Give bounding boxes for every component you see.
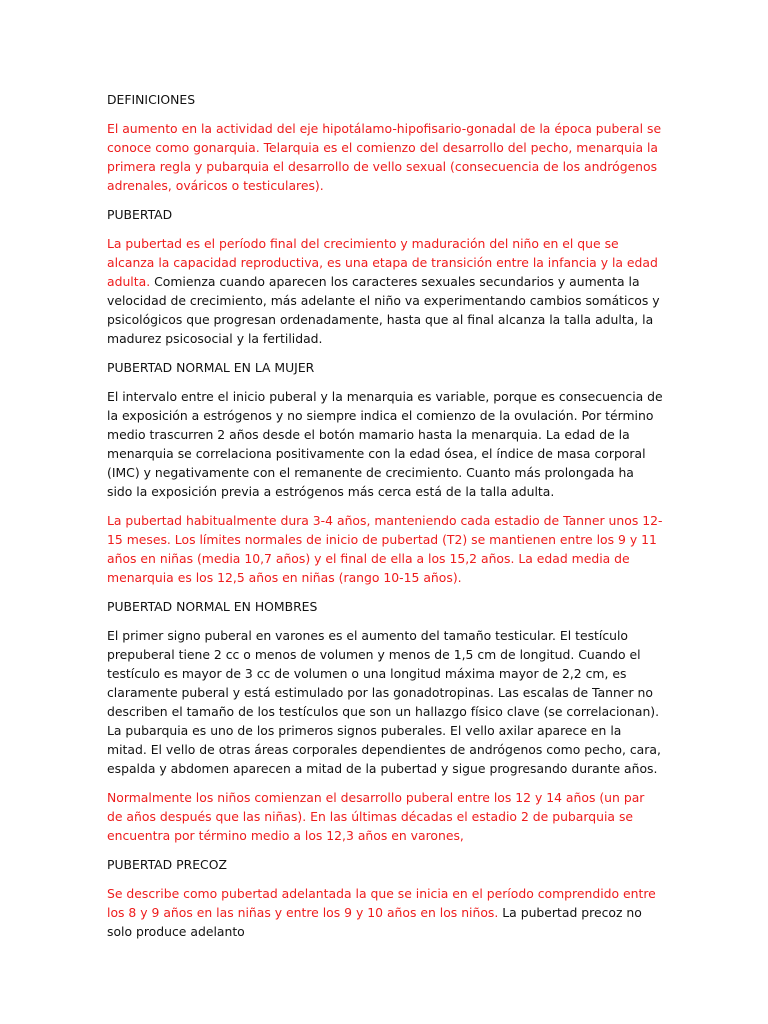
section-heading-pubertad-hombres: PUBERTAD NORMAL EN HOMBRES	[107, 599, 318, 614]
body-text: Comienza cuando aparecen los caracteres sexuales secundarios y aumenta la velocidad de crecimiento, más adelante el niño va experimentando cambios somáticos y psicológicos que progresan ordenadamente, hasta que al final alcanza la talla adulta, la madurez psicosocial y la fertilidad.	[107, 274, 660, 346]
paragraph-precoz	[107, 884, 663, 941]
highlighted-text: El aumento en la actividad del eje hipotálamo-hipofisario-gonadal de la época puberal se conoce como gonarquia. Telarquia es el comienzo del desarrollo del pecho, menarquia la primera regla y pubarquia el desarrollo de vello sexual (consecuencia de los andrógenos adrenales, ováricos o testiculares).	[107, 121, 662, 193]
body-text: El primer signo puberal en varones es el aumento del tamaño testicular. El testículo prepuberal tiene 2 cc o menos de volumen y menos de 1,5 cm de longitud. Cuando el testículo es mayor de 3 cc de volumen o una longitud máxima mayor de 2,2 cm, es claramente puberal y está estimulado por las gonadotropinas. Las escalas de Tanner no describen el tamaño de los testículos que son un hallazgo físico clave (se correlacionan). La pubarquia es uno de los primeros signos puberales. El vello axilar aparece en la mitad. El vello de otras áreas corporales dependientes de andrógenos como pecho, cara, espalda y abdomen aparecen a mitad de la pubertad y sigue progresando durante años.	[107, 628, 661, 776]
document-page	[107, 90, 663, 951]
paragraph-pubertad	[107, 234, 663, 348]
highlighted-text: La pubertad es el período final del crecimiento y maduración del niño en el que se alcanza la capacidad reproductiva, es una etapa de transición entre la infancia y la edad adulta.	[107, 236, 658, 289]
paragraph-definiciones	[107, 119, 663, 195]
highlighted-text: La pubertad habitualmente dura 3-4 años, manteniendo cada estadio de Tanner unos 12-15 meses. Los límites normales de inicio de pubertad (T2) se mantienen entre los 9 y 11 años en niñas (media 10,7 años) y el final de ella a los 15,2 años. La edad media de menarquia es los 12,5 años en niñas (rango 10-15 años).	[107, 513, 663, 585]
section-heading-definiciones: DEFINICIONES	[107, 92, 196, 107]
paragraph-mujer-duracion	[107, 511, 663, 587]
body-text: El intervalo entre el inicio puberal y la menarquia es variable, porque es consecuencia de la exposición a estrógenos y no siempre indica el comienzo de la ovulación. Por término medio trascurren 2 años desde el botón mamario hasta la menarquia. La edad de la menarquia se correlaciona positivamente con la edad ósea, el índice de masa corporal (IMC) y negativamente con el remanente de crecimiento. Cuanto más prolongada ha sido la exposición previa a estrógenos más cerca está de la talla adulta.	[107, 389, 663, 499]
section-heading-pubertad-precoz: PUBERTAD PRECOZ	[107, 857, 227, 872]
body-text: La pubertad precoz no solo produce adelanto	[107, 905, 642, 939]
highlighted-text: Se describe como pubertad adelantada la que se inicia en el período comprendido entre los 8 y 9 años en las niñas y entre los 9 y 10 años en los niños.	[107, 886, 656, 920]
section-heading-pubertad: PUBERTAD	[107, 207, 173, 222]
paragraph-hombres-edad	[107, 788, 663, 845]
paragraph-mujer-intervalo	[107, 387, 663, 501]
paragraph-hombres-signo	[107, 626, 663, 778]
highlighted-text: Normalmente los niños comienzan el desarrollo puberal entre los 12 y 14 años (un par de años después que las niñas). En las últimas décadas el estadio 2 de pubarquia se encuentra por término medio a los 12,3 años en varones,	[107, 790, 645, 843]
section-heading-pubertad-mujer: PUBERTAD NORMAL EN LA MUJER	[107, 360, 315, 375]
